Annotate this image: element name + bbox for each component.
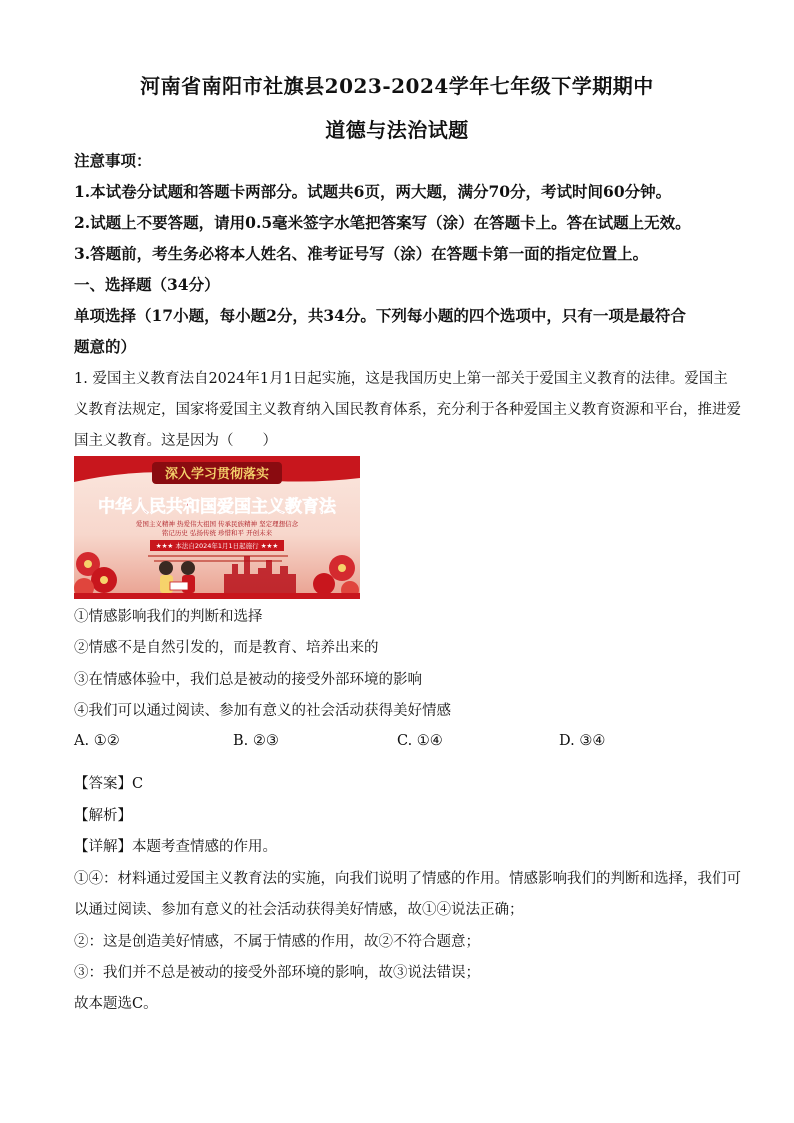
option-a: A. ①② [74, 733, 120, 749]
option-b: B. ②③ [233, 733, 279, 749]
explanation-1-line-2: 以通过阅读、参加有意义的社会活动获得美好情感，故①④说法正确； [74, 902, 524, 918]
statement-1: ①情感影响我们的判断和选择 [74, 609, 263, 625]
question-stem-line-2: 义教育法规定，国家将爱国主义教育纳入国民教育体系，充分利于各种爱国主义教育资源和平台，推进爱 [74, 402, 741, 418]
poster-headline: 中华人民共和国爱国主义教育法 [98, 497, 336, 517]
exam-title: 河南省南阳市社旗县2023-2024学年七年级下学期期中 [140, 74, 654, 98]
patriotic-education-law-poster [74, 456, 360, 599]
section-instruction-line-1: 单项选择（17小题，每小题2分，共34分。下列每小题的四个选项中，只有一项是最符合 [74, 306, 686, 325]
detail-line: 【详解】本题考查情感的作用。 [74, 839, 277, 855]
poster-date-ribbon: ★★★ 本法自2024年1月1日起施行 ★★★ [155, 542, 279, 550]
option-d: D. ③④ [559, 733, 606, 749]
statement-3: ③在情感体验中，我们总是被动的接受外部环境的影响 [74, 672, 422, 688]
option-c: C. ①④ [397, 733, 443, 749]
explanation-2: ②：这是创造美好情感，不属于情感的作用，故②不符合题意； [74, 934, 480, 950]
statement-4: ④我们可以通过阅读、参加有意义的社会活动获得美好情感 [74, 703, 451, 719]
statement-2: ②情感不是自然引发的，而是教育、培养出来的 [74, 640, 379, 656]
answer-label: 【答案】C [74, 776, 144, 792]
analysis-label: 【解析】 [74, 808, 132, 824]
exam-subtitle: 道德与法治试题 [325, 118, 469, 142]
section-instruction-line-2: 题意的） [74, 337, 137, 356]
poster-banner-text: 深入学习贯彻落实 [164, 467, 270, 482]
notice-item-2: 2.试题上不要答题，请用0.5毫米签字水笔把答案写（涂）在答题卡上。答在试题上无效。 [74, 213, 691, 232]
poster-slogan-1: 爱国主义精神 热爱伟大祖国 传承民族精神 坚定理想信念 [135, 520, 299, 528]
explanation-3: ③：我们并不总是被动的接受外部环境的影响，故③说法错误； [74, 965, 480, 981]
notice-item-3: 3.答题前，考生务必将本人姓名、准考证号写（涂）在答题卡第一面的指定位置上。 [74, 244, 649, 263]
section-heading: 一、选择题（34分） [74, 275, 220, 294]
question-stem-line-1: 1. 爱国主义教育法自2024年1月1日起实施，这是我国历史上第一部关于爱国主义教育的法律。爱国主 [74, 371, 728, 387]
explanation-1-line-1: ①④：材料通过爱国主义教育法的实施，向我们说明了情感的作用。情感影响我们的判断和选择，我们可 [74, 871, 741, 887]
poster-slogan-2: 铭记历史 弘扬传统 珍惜和平 开创未来 [161, 529, 273, 537]
question-stem-line-3: 国主义教育。这是因为（ ） [74, 433, 277, 449]
conclusion: 故本题选C。 [74, 996, 158, 1012]
notice-item-1: 1.本试卷分试题和答题卡两部分。试题共6页，两大题，满分70分，考试时间60分钟。 [74, 182, 672, 201]
notice-heading: 注意事项： [74, 151, 152, 170]
